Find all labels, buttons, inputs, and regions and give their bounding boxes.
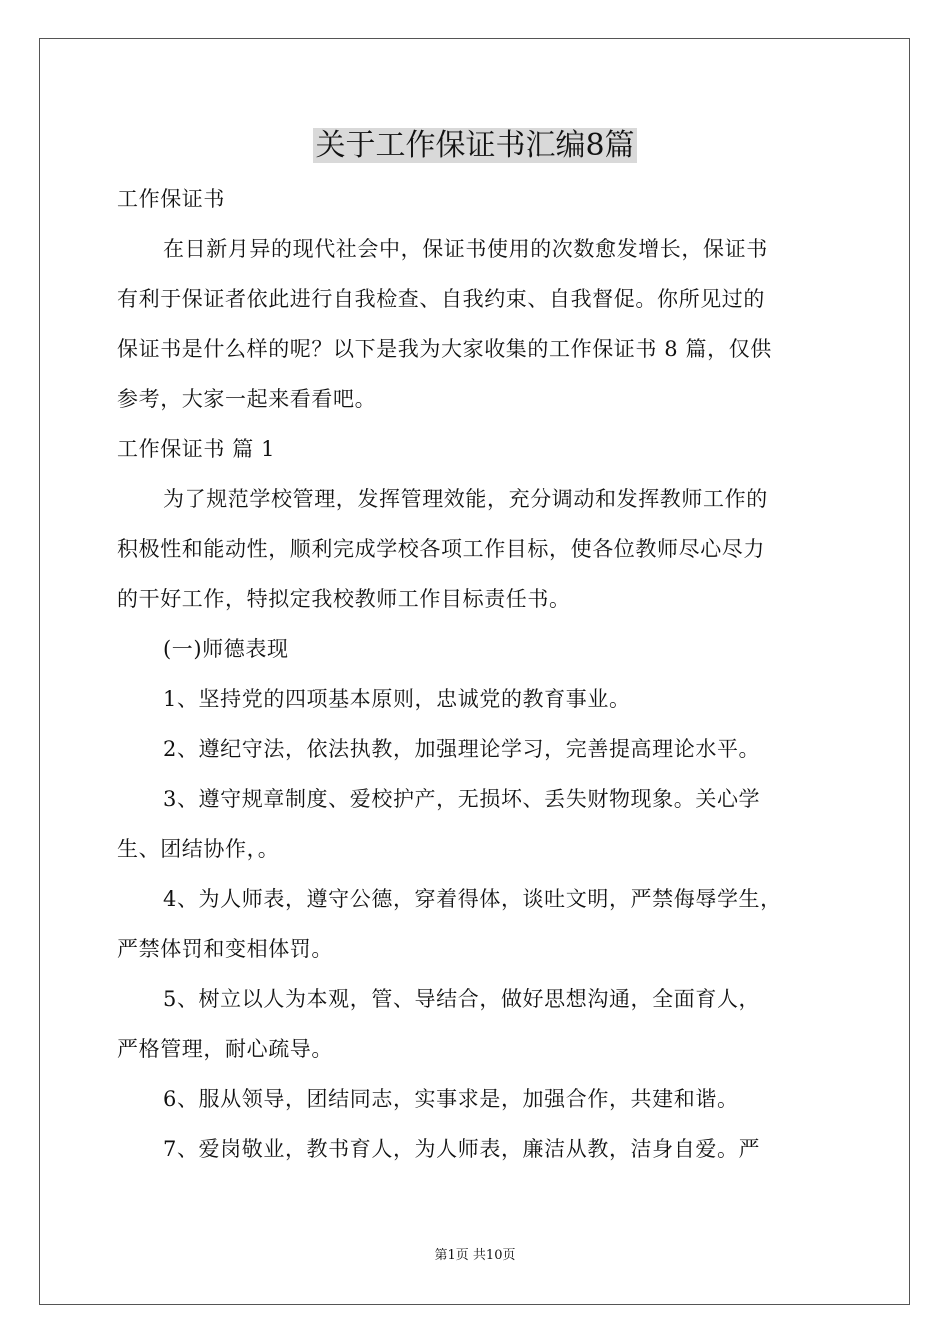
list-item: 4、为人师表，遵守公德，穿着得体，谈吐文明，严禁侮辱学生， xyxy=(163,887,782,911)
paragraph-line: 保证书是什么样的呢？以下是我为大家收集的工作保证书 8 篇，仅供 xyxy=(117,337,772,361)
list-item-continuation: 严禁体罚和变相体罚。 xyxy=(117,937,333,961)
page-border xyxy=(39,38,910,1305)
paragraph-line: 有利于保证者依此进行自我检查、自我约束、自我督促。你所见过的 xyxy=(117,287,765,311)
paragraph-line: 的干好工作，特拟定我校教师工作目标责任书。 xyxy=(117,587,571,611)
document-title xyxy=(0,124,950,168)
list-item-continuation: 生、团结协作，。 xyxy=(117,837,280,861)
list-item: 7、爱岗敬业，教书育人，为人师表，廉洁从教，洁身自爱。严 xyxy=(163,1137,761,1161)
section-heading: 工作保证书 xyxy=(117,187,225,211)
paragraph-line: 参考，大家一起来看看吧。 xyxy=(117,387,377,411)
list-item: 2、遵纪守法，依法执教，加强理论学习，完善提高理论水平。 xyxy=(163,737,761,761)
list-item: 3、遵守规章制度、爱校护产，无损坏、丢失财物现象。关心学 xyxy=(163,787,761,811)
list-item-continuation: 严格管理，耐心疏导。 xyxy=(117,1037,333,1061)
page-footer: 第1页 共10页 xyxy=(434,1248,516,1263)
paragraph-line: 积极性和能动性，顺利完成学校各项工作目标，使各位教师尽心尽力 xyxy=(117,537,765,561)
document-title-text: 关于工作保证书汇编8篇 xyxy=(315,128,635,163)
list-item: 5、树立以人为本观，管、导结合，做好思想沟通，全面育人， xyxy=(163,987,761,1011)
paragraph-line: 在日新月异的现代社会中，保证书使用的次数愈发增长，保证书 xyxy=(163,237,768,261)
list-item: 6、服从领导，团结同志，实事求是，加强合作，共建和谐。 xyxy=(163,1087,739,1111)
section-heading: 工作保证书 篇 1 xyxy=(117,437,276,461)
list-item: 1、坚持党的四项基本原则，忠诚党的教育事业。 xyxy=(163,687,631,711)
paragraph-line: 为了规范学校管理，发挥管理效能，充分调动和发挥教师工作的 xyxy=(163,487,768,511)
subsection-heading: (一)师德表现 xyxy=(163,637,289,661)
